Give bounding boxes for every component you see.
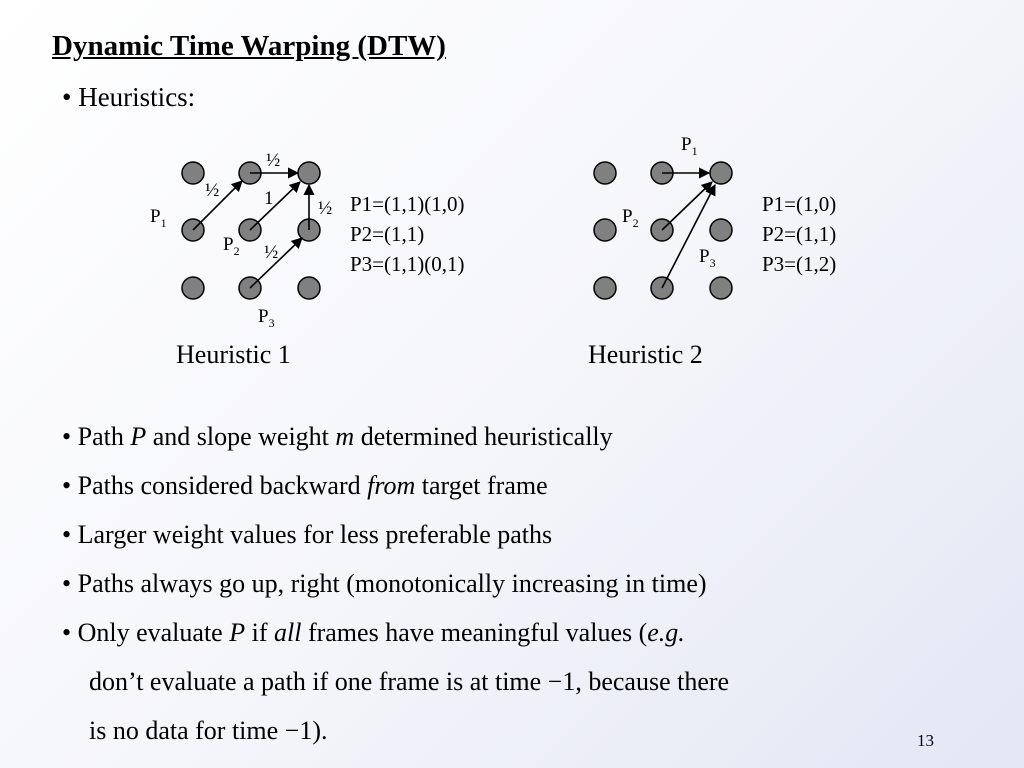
- h1-p2-label: $P_2$: [223, 234, 240, 258]
- bullet-path-slope: • Path P and slope weight m determined heuristically: [62, 422, 613, 451]
- h1-weight-top: ½: [266, 150, 281, 171]
- h1-p3-label: $P_3$: [258, 306, 275, 330]
- bullet-evaluate: • Only evaluate P if all frames have meaningful values (e.g.: [62, 618, 685, 647]
- h1-weight-right: ½: [318, 198, 333, 219]
- h1-node: [182, 277, 204, 299]
- bullet-backward: • Paths considered backward from target frame: [62, 471, 548, 500]
- h2-path-list: [762, 192, 836, 276]
- bullet-evaluate-line2: don’t evaluate a path if one frame is at time −1, because there: [89, 667, 730, 696]
- heuristics-heading: • Heuristics:: [62, 82, 196, 112]
- h2-p1-label: $P_1$: [681, 134, 698, 158]
- h1-node: [298, 162, 320, 184]
- h1-path-1: P1=(1,1)(1,0): [350, 192, 465, 216]
- h2-node: [710, 162, 732, 184]
- h2-p2-label: $P_2$: [622, 206, 639, 230]
- h2-path-2: P2=(1,1): [762, 222, 837, 246]
- h2-node: [710, 219, 732, 241]
- h1-node: [298, 277, 320, 299]
- h1-arrow-p2-diag: [250, 182, 300, 230]
- h2-path-3: P3=(1,2): [762, 252, 837, 276]
- h1-path-3: P3=(1,1)(0,1): [350, 252, 465, 276]
- h1-caption: Heuristic 1: [176, 340, 291, 369]
- h1-weight-left: ½: [205, 180, 220, 201]
- h1-path-2: P2=(1,1): [350, 222, 425, 246]
- h1-path-list: [350, 192, 465, 276]
- h1-p1-label: $P_1$: [150, 206, 167, 230]
- h2-p3-label: $P_3$: [699, 246, 716, 270]
- h2-node: [594, 219, 616, 241]
- page-number: 13: [917, 731, 934, 750]
- slide-title: Dynamic Time Warping (DTW): [52, 30, 446, 62]
- h2-path-1: P1=(1,0): [762, 192, 837, 216]
- bullet-weights: • Larger weight values for less preferable paths: [62, 520, 553, 549]
- h1-node: [182, 162, 204, 184]
- h1-weight-low: ½: [264, 242, 279, 263]
- h2-labels: [622, 134, 716, 270]
- h2-node: [710, 277, 732, 299]
- h2-node: [594, 277, 616, 299]
- bullet-monotonic: • Paths always go up, right (monotonically increasing in time): [62, 569, 707, 598]
- bullet-evaluate-line3: is no data for time −1).: [89, 716, 328, 745]
- h2-caption: Heuristic 2: [588, 340, 703, 369]
- h2-node: [594, 162, 616, 184]
- h1-weight-mid: 1: [264, 188, 274, 209]
